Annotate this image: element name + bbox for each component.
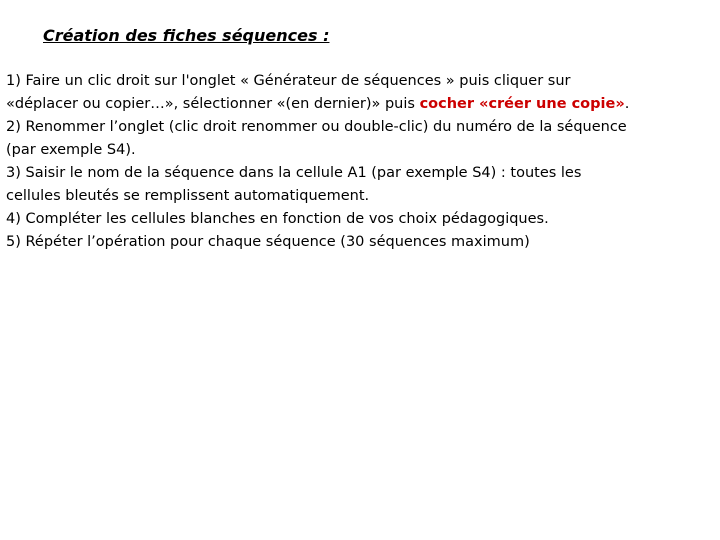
highlight-text: cocher «créer une copie» — [419, 96, 625, 112]
instruction-line: (par exemple S4). — [6, 142, 136, 158]
instruction-line: 5) Répéter l’opération pour chaque séquence (30 séquences maximum) — [6, 234, 530, 250]
instructions — [6, 70, 718, 254]
page-title: Création des fiches séquences : — [43, 26, 330, 45]
instruction-line: cellules bleutés se remplissent automatiquement. — [6, 188, 370, 204]
instruction-text: «déplacer ou copier…», sélectionner «(en dernier)» puis — [6, 96, 420, 112]
instruction-line — [6, 93, 718, 116]
instruction-line: 1) Faire un clic droit sur l'onglet « Générateur de séquences » puis cliquer sur — [6, 73, 571, 89]
instruction-line: 2) Renommer l’onglet (clic droit renommer ou double-clic) du numéro de la séquence — [6, 119, 627, 135]
instruction-line: 3) Saisir le nom de la séquence dans la cellule A1 (par exemple S4) : toutes les — [6, 165, 582, 181]
instruction-line: 4) Compléter les cellules blanches en fonction de vos choix pédagogiques. — [6, 211, 549, 227]
instruction-text: . — [624, 96, 630, 112]
